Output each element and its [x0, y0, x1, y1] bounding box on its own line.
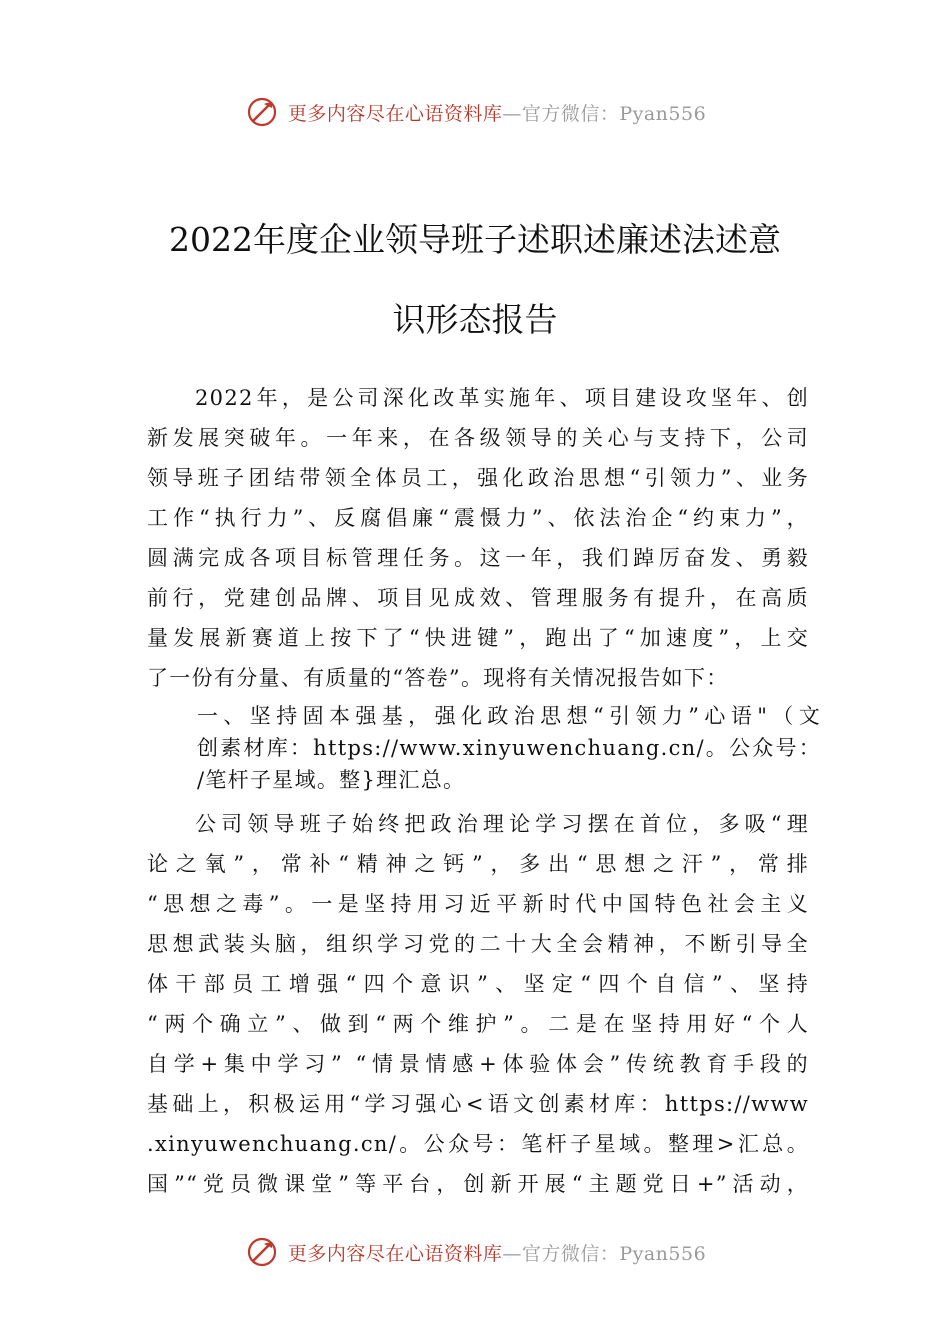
banner-dash: —	[502, 102, 522, 125]
text-line: 新发展突破年。一年来，在各级领导的关心与支持下，公司	[147, 426, 809, 450]
heading-line: 一、坚持固本强基，强化政治思想“引领力”心语"（文	[197, 704, 821, 728]
text-line: 自学+集中学习” “情景情感+体验体会”传统教育手段的	[147, 1052, 809, 1076]
title-line-2: 识形态报告	[392, 300, 558, 339]
document-title	[0, 200, 950, 360]
text-line: 2022年，是公司深化改革实施年、项目建设攻坚年、创	[195, 386, 809, 410]
title-line-1: 2022年度企业领导班子述职述廉述法述意	[169, 220, 781, 259]
heading-line: /笔杆子星域。整}理汇总。	[197, 768, 466, 792]
banner-prefix: 更多内容尽在心语资料库	[287, 1242, 503, 1265]
paragraph-2	[147, 804, 809, 1204]
text-line: 公司领导班子始终把政治理论学习摆在首位，多吸“理	[195, 812, 809, 836]
text-line: 工作“执行力”、反腐倡廉“震慑力”、依法治企“约束力”，	[147, 506, 809, 530]
text-line: 了一份有分量、有质量的“答卷”。现将有关情况报告如下：	[147, 666, 729, 690]
text-line: 思想武装头脑，组织学习党的二十大全会精神，不断引导全	[147, 932, 809, 956]
paragraph-1	[147, 378, 809, 698]
banner-suffix: 官方微信：Pyan556	[521, 1242, 707, 1265]
quill-pen-icon	[244, 94, 280, 130]
section-heading-1	[197, 700, 821, 796]
top-watermark-banner	[0, 94, 950, 134]
text-line: 领导班子团结带领全体员工，强化政治思想“引领力”、业务	[147, 466, 809, 490]
text-line: 前行，党建创品牌、项目见成效、管理服务有提升，在高质	[147, 586, 809, 610]
heading-line: 创素材库：https://www.xinyuwenchuang.cn/。公众号：	[197, 736, 821, 760]
text-line: 基础上，积极运用“学习强心<语文创素材库：https://www	[147, 1092, 809, 1116]
text-line: “思想之毒”。一是坚持用习近平新时代中国特色社会主义	[147, 892, 809, 916]
quill-pen-icon	[244, 1234, 280, 1270]
banner-suffix: 官方微信：Pyan556	[521, 102, 707, 125]
text-line: 论之氧”，常补“精神之钙”，多出“思想之汗”，常排	[147, 852, 809, 876]
banner-dash: —	[502, 1242, 522, 1265]
text-line: 圆满完成各项目标管理任务。这一年，我们踔厉奋发、勇毅	[147, 546, 809, 570]
text-line: “两个确立”、做到“两个维护”。二是在坚持用好“个人	[147, 1012, 809, 1036]
bottom-watermark-banner	[0, 1234, 950, 1274]
banner-prefix: 更多内容尽在心语资料库	[287, 102, 503, 125]
text-line: 量发展新赛道上按下了“快进键”，跑出了“加速度”，上交	[147, 626, 809, 650]
text-line: .xinyuwenchuang.cn/。公众号：笔杆子星域。整理>汇总。	[147, 1132, 809, 1156]
text-line: 国”“党员微课堂”等平台，创新开展“主题党日+”活动，	[147, 1172, 809, 1196]
text-line: 体干部员工增强“四个意识”、坚定“四个自信”、坚持	[147, 972, 809, 996]
